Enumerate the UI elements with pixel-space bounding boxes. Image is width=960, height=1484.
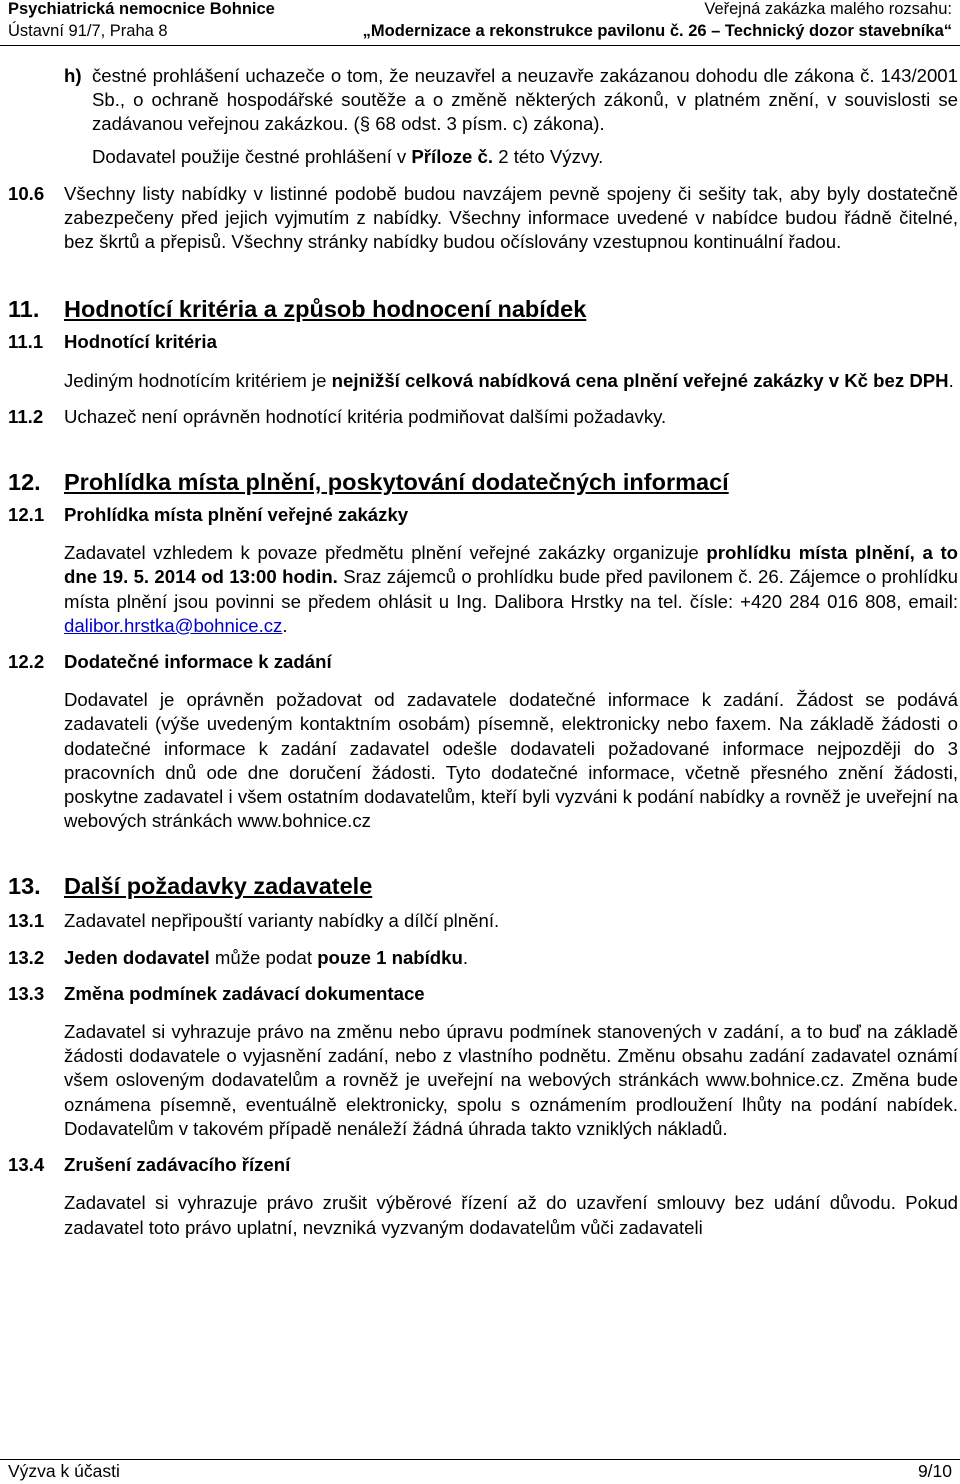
section-13-4 bbox=[8, 1153, 958, 1177]
document-body bbox=[8, 64, 958, 1240]
note-text-c: 2 této Výzvy. bbox=[493, 145, 604, 167]
section-12-2-text: Dodavatel je oprávněn požadovat od zadavatele dodatečné informace k zadání. Žádost se podává zadavateli (výše uvedeným kontaktním osobám) písemně, elektronicky nebo faxem. Na základě žádosti o dodatečné informace k zadání zadavatel odešle dodavateli požadované informace nejpozději do 3 pracovních dnů ode dne doručení žádosti. Tyto dodatečné informace, včetně přesného znění žádosti, poskytne zadavatel i všem ostatním dodavatelům, kteří byli vyzváni k podání nabídky a rovněž je uveřejní na webových stránkách www.bohnice.cz bbox=[64, 689, 958, 832]
section-text bbox=[64, 946, 958, 970]
section-10-6 bbox=[8, 182, 958, 255]
section-13-heading bbox=[8, 871, 958, 901]
section-title: Změna podmínek zadávací dokumentace bbox=[64, 982, 425, 1004]
section-title: Hodnotící kritéria a způsob hodnocení nabídek bbox=[64, 296, 587, 323]
section-12-1 bbox=[8, 503, 958, 527]
text-d: . bbox=[462, 946, 469, 968]
section-title: Prohlídka místa plnění, poskytování dodatečných informací bbox=[64, 469, 729, 496]
section-number: 13.2 bbox=[8, 946, 45, 968]
section-text: Uchazeč není oprávněn hodnotící kritéria podmiňovat dalšími požadavky. bbox=[64, 405, 667, 427]
footer-rule bbox=[0, 1459, 960, 1460]
list-item-h bbox=[8, 64, 958, 169]
section-11-1 bbox=[8, 330, 958, 354]
section-text: Zadavatel nepřipouští varianty nabídky a dílčí plnění. bbox=[64, 910, 500, 932]
text-b: prohlídku místa plnění, a to dne 19. 5. 2014 od 13:00 hodin. bbox=[64, 542, 958, 588]
section-title: Prohlídka místa plnění veřejné zakázky bbox=[64, 504, 409, 526]
text-c: Sraz zájemců o prohlídku bude před pavilonem č. 26. Zájemce o prohlídku místa plnění jsou povinni se předem ohlásit u Ing. Dalibora Hrstky na tel. čísle: +420 284 016 808, email: bbox=[64, 566, 959, 612]
text-c: . bbox=[948, 369, 954, 391]
email-link[interactable]: dalibor.hrstka@bohnice.cz bbox=[64, 614, 283, 636]
section-number: 12.2 bbox=[8, 651, 45, 673]
header-org-name: Psychiatrická nemocnice Bohnice bbox=[8, 0, 275, 18]
header-rule bbox=[0, 45, 960, 46]
section-13-4-text: Zadavatel si vyhrazuje právo zrušit výběrové řízení až do uzavření smlouvy bez udání důvodu. Pokud zadavatel toto právo uplatní, nevzniká vyzvaným dodavatelům vůči zadavateli bbox=[64, 1192, 958, 1238]
section-12-1-text bbox=[64, 541, 958, 638]
header-org-address: Ústavní 91/7, Praha 8 bbox=[8, 22, 168, 40]
section-number: 13.1 bbox=[8, 910, 45, 932]
section-13-3 bbox=[8, 982, 958, 1006]
footer-doc-title: Výzva k účasti bbox=[8, 1461, 120, 1481]
section-number: 12.1 bbox=[8, 504, 45, 526]
section-12-heading bbox=[8, 467, 958, 497]
section-13-2 bbox=[8, 946, 958, 970]
section-number: 11. bbox=[8, 296, 40, 323]
section-title: Hodnotící kritéria bbox=[64, 331, 217, 353]
section-number: 13. bbox=[8, 873, 41, 900]
text-b: může podat bbox=[209, 946, 318, 968]
section-number: 13.3 bbox=[8, 982, 45, 1004]
header-contract-type: Veřejná zakázka malého rozsahu: bbox=[704, 0, 952, 18]
page-header bbox=[0, 0, 960, 46]
section-title: Další požadavky zadavatele bbox=[64, 873, 373, 900]
item-label: h) bbox=[64, 65, 82, 86]
note-text-a: Dodavatel použije čestné prohlášení v bbox=[92, 145, 412, 167]
section-title: Zrušení zadávacího řízení bbox=[64, 1154, 291, 1176]
section-number: 10.6 bbox=[8, 182, 45, 204]
section-number: 11.2 bbox=[8, 405, 44, 427]
section-title: Dodatečné informace k zadání bbox=[64, 651, 332, 673]
text-c: pouze 1 nabídku bbox=[317, 946, 463, 968]
item-note bbox=[92, 145, 958, 169]
section-13-1 bbox=[8, 909, 958, 933]
text-a: Jediným hodnotícím kritériem je bbox=[64, 369, 332, 391]
text-d: . bbox=[282, 614, 288, 636]
section-12-2 bbox=[8, 650, 958, 674]
note-text-b: Příloze č. bbox=[411, 145, 494, 167]
section-11-heading bbox=[8, 294, 958, 324]
text-a: Zadavatel vzhledem k povaze předmětu plnění veřejné zakázky organizuje bbox=[64, 542, 707, 564]
header-contract-name: „Modernizace a rekonstrukce pavilonu č. 26 – Technický dozor stavebníka“ bbox=[362, 22, 952, 40]
section-number: 11.1 bbox=[8, 331, 44, 353]
footer-page-number: 9/10 bbox=[917, 1461, 952, 1481]
section-number: 12. bbox=[8, 469, 41, 496]
text-a: Jeden dodavatel bbox=[64, 946, 210, 968]
section-13-3-text: Zadavatel si vyhrazuje právo na změnu nebo úpravu podmínek stanovených v zadání, a to buď na základě žádosti dodavatele o vyjasnění zadání, nebo z vlastního podnětu. Změnu obsahu zadání zadavatel oznámí všem osloveným dodavatelům a rovněž je uveřejní na webových stránkách www.bohnice.cz. Změna bude oznámena písemně, eventuálně elektronicky, spolu s oznámením prodloužení lhůty na podání nabídek. Dodavatelům v takovém případě nenáleží žádná úhrada takto vzniklých nákladů. bbox=[64, 1021, 958, 1139]
item-text: čestné prohlášení uchazeče o tom, že neuzavřel a neuzavře zakázanou dohodu dle zákona č. 143/2001 Sb., o ochraně hospodářské soutěže a o změně některých zákonů, v platném znění, v souvislosti se zadávanou veřejnou zakázkou. (§ 68 odst. 3 písm. c) zákona). bbox=[92, 65, 958, 135]
section-11-1-text bbox=[64, 369, 958, 393]
section-number: 13.4 bbox=[8, 1154, 45, 1176]
text-b: nejnižší celková nabídková cena plnění veřejné zakázky v Kč bez DPH bbox=[331, 369, 949, 391]
section-text: Všechny listy nabídky v listinné podobě budou navzájem pevně spojeny či sešity tak, aby byly dostatečně zabezpečeny před jejich vyjmutím z nabídky. Všechny informace uvedené v nabídce budou řádně čitelné, bez škrtů a přepisů. Všechny stránky nabídky budou očíslovány vzestupnou kontinuální řadou. bbox=[64, 182, 958, 253]
section-11-2 bbox=[8, 405, 958, 429]
